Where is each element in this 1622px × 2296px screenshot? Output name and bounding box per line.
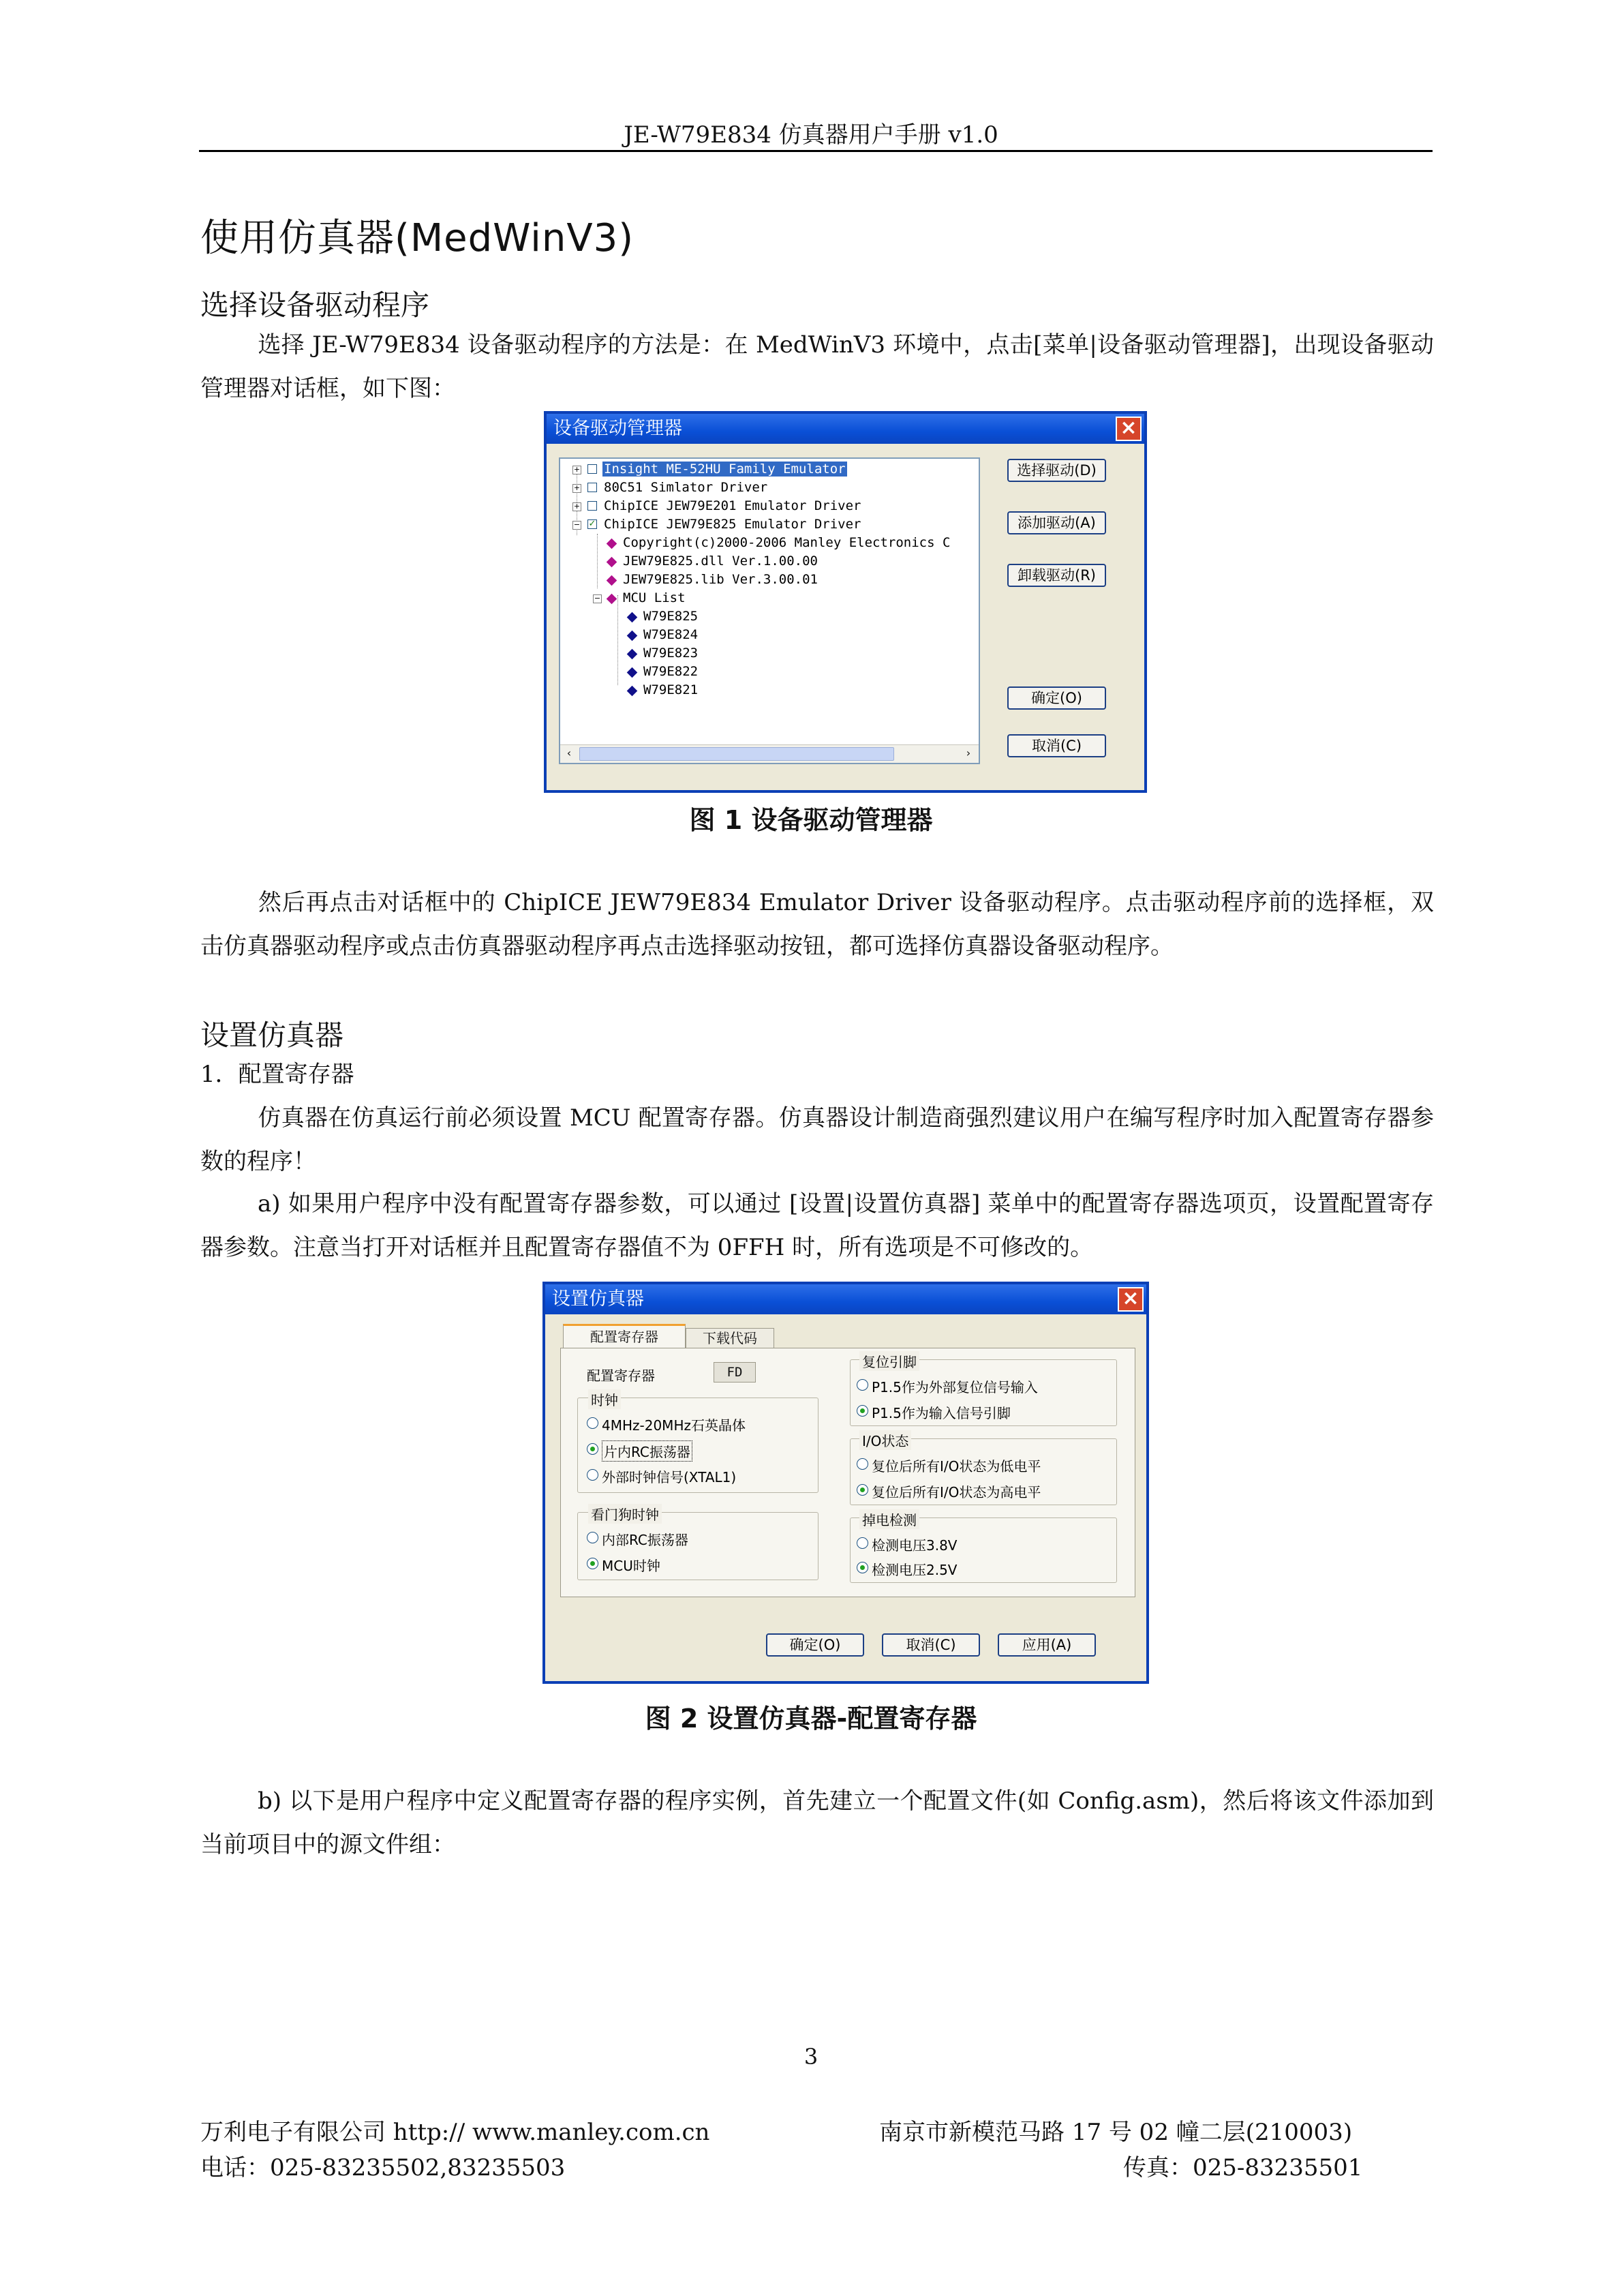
- paragraph-select-driver-text: 然后再点击对话框中的 ChipICE JEW79E834 Emulator Driver 设备驱动程序。点击驱动程序前的选择框，双击仿真器驱动程序或点击仿真器驱动程序再点击选择驱动按钮，都可选择仿真器设备驱动程序。: [200, 889, 1434, 960]
- tree-item[interactable]: JEW79E825.dll Ver.1.00.00: [623, 554, 818, 569]
- tree-line: [597, 534, 598, 588]
- radio-watchdog-mcu-clock[interactable]: [587, 1558, 598, 1569]
- section-title-settings: 设置仿真器: [200, 1018, 344, 1052]
- footer-phone: 电话：025-83235502,83235503: [200, 2154, 566, 2181]
- tab-panel: [560, 1348, 1135, 1597]
- checkbox-checked[interactable]: ✓: [588, 519, 596, 529]
- ok-button[interactable]: 确定(O): [1007, 686, 1106, 710]
- footer-address: 南京市新模范马路 17 号 02 幢二层(210003): [879, 2119, 1353, 2146]
- section-title-driver: 选择设备驱动程序: [200, 288, 430, 322]
- radio-reset-input-pin[interactable]: [857, 1405, 868, 1417]
- footer-company: 万利电子有限公司 http:// www.manley.com.cn: [200, 2119, 710, 2146]
- expand-icon[interactable]: +: [573, 502, 581, 511]
- emulator-settings-dialog: [542, 1282, 1149, 1684]
- figure-2-caption: 图 2 设置仿真器-配置寄存器: [645, 1704, 977, 1734]
- radio-io-high[interactable]: [857, 1484, 868, 1496]
- paragraph-config-a: [200, 1182, 1434, 1269]
- radio-label: P1.5作为外部复位信号输入: [872, 1379, 1038, 1395]
- tree-item[interactable]: W79E821: [643, 682, 699, 697]
- apply-button[interactable]: 应用(A): [998, 1633, 1096, 1657]
- page-number: 3: [804, 2044, 818, 2070]
- config-register-value[interactable]: FD: [714, 1362, 756, 1383]
- add-driver-button[interactable]: 添加驱动(A): [1007, 511, 1106, 534]
- radio-clock-crystal[interactable]: [587, 1417, 598, 1429]
- property-icon: [607, 557, 617, 568]
- close-icon[interactable]: ×: [1116, 417, 1142, 441]
- reset-pin-group-title: 复位引脚: [859, 1351, 919, 1371]
- close-icon[interactable]: ×: [1118, 1287, 1144, 1312]
- tab-config-register[interactable]: 配置寄存器: [563, 1324, 686, 1348]
- driver-tree[interactable]: [559, 457, 980, 764]
- scroll-left-icon[interactable]: ‹: [566, 746, 572, 759]
- horizontal-scrollbar[interactable]: [560, 744, 979, 763]
- io-state-group-title: I/O状态: [859, 1430, 911, 1450]
- dialog-title: 设置仿真器: [545, 1284, 1146, 1314]
- list-item-config-register: 1．配置寄存器: [200, 1061, 354, 1088]
- radio-brownout-3-8v[interactable]: [857, 1537, 868, 1549]
- scroll-right-icon[interactable]: ›: [966, 746, 971, 759]
- select-driver-button[interactable]: 选择驱动(D): [1007, 459, 1106, 482]
- tree-line: [617, 595, 618, 685]
- ok-button[interactable]: 确定(O): [766, 1633, 864, 1657]
- radio-reset-external[interactable]: [857, 1379, 868, 1391]
- tree-item[interactable]: MCU List: [623, 590, 686, 605]
- header-rule: [199, 150, 1433, 152]
- figure-1-caption: 图 1 设备驱动管理器: [689, 805, 933, 835]
- radio-clock-internal-rc[interactable]: [587, 1443, 598, 1455]
- clock-group-title: 时钟: [588, 1389, 621, 1409]
- tree-item[interactable]: ChipICE JEW79E201 Emulator Driver: [604, 498, 861, 513]
- paragraph-driver-text: 选择 JE-W79E834 设备驱动程序的方法是：在 MedWinV3 环境中，点击[菜单|设备驱动管理器]，出现设备驱动管理器对话框，如下图：: [200, 331, 1434, 402]
- paragraph-config-intro: [200, 1096, 1434, 1183]
- device-driver-manager-dialog: [544, 411, 1147, 793]
- radio-label: 内部RC振荡器: [602, 1532, 688, 1548]
- paragraph-config-a-text: a) 如果用户程序中没有配置寄存器参数，可以通过 [设置|设置仿真器] 菜单中的配置寄存器选项页，设置配置寄存器参数。注意当打开对话框并且配置寄存器值不为 0FFH 时，所有选项是不可修改的。: [200, 1190, 1434, 1261]
- expand-icon[interactable]: +: [573, 483, 581, 492]
- footer-fax: 传真：025-83235501: [1123, 2154, 1363, 2181]
- brownout-group-title: 掉电检测: [859, 1509, 919, 1529]
- mcu-icon: [627, 649, 638, 660]
- tree-item[interactable]: W79E824: [643, 627, 699, 642]
- tab-download-code[interactable]: 下载代码: [686, 1328, 774, 1348]
- paragraph-config-b-text: b) 以下是用户程序中定义配置寄存器的程序实例，首先建立一个配置文件(如 Config.asm)，然后将该文件添加到当前项目中的源文件组：: [200, 1787, 1434, 1858]
- radio-label: 外部时钟信号(XTAL1): [602, 1469, 737, 1485]
- radio-label: 片内RC振荡器: [602, 1440, 692, 1462]
- cancel-button[interactable]: 取消(C): [882, 1633, 980, 1657]
- checkbox[interactable]: [587, 483, 597, 492]
- property-icon: [607, 539, 617, 549]
- watchdog-group-title: 看门狗时钟: [588, 1504, 662, 1524]
- dialog-title: 设备驱动管理器: [547, 414, 1144, 444]
- tree-item[interactable]: W79E823: [643, 646, 699, 661]
- paragraph-config-intro-text: 仿真器在仿真运行前必须设置 MCU 配置寄存器。仿真器设计制造商强烈建议用户在编写程序时加入配置寄存器参数的程序！: [200, 1104, 1434, 1175]
- radio-watchdog-internal-rc[interactable]: [587, 1532, 598, 1543]
- radio-label: 检测电压3.8V: [872, 1537, 958, 1554]
- mcu-icon: [627, 631, 638, 641]
- checkbox[interactable]: [587, 464, 597, 474]
- radio-label: 检测电压2.5V: [872, 1562, 958, 1578]
- paragraph-config-b: [200, 1779, 1434, 1867]
- paragraph-select-driver: [200, 881, 1434, 968]
- mcu-icon: [627, 612, 638, 623]
- page-title: 使用仿真器(MedWinV3): [200, 216, 634, 260]
- tree-item[interactable]: Copyright(c)2000-2006 Manley Electronics C: [623, 535, 951, 550]
- radio-label: P1.5作为输入信号引脚: [872, 1405, 1011, 1421]
- radio-label: 复位后所有I/O状态为低电平: [872, 1458, 1041, 1475]
- radio-clock-external[interactable]: [587, 1469, 598, 1481]
- paragraph-driver: [200, 323, 1434, 410]
- radio-label: 4MHz-20MHz石英晶体: [602, 1417, 746, 1434]
- radio-label: MCU时钟: [602, 1558, 660, 1574]
- expand-icon[interactable]: +: [573, 465, 581, 474]
- property-icon: [607, 575, 617, 586]
- scrollbar-thumb[interactable]: [579, 747, 894, 761]
- radio-io-low[interactable]: [857, 1458, 868, 1470]
- tree-item[interactable]: JEW79E825.lib Ver.3.00.01: [623, 572, 818, 587]
- checkbox[interactable]: [587, 501, 597, 511]
- tree-item[interactable]: 80C51 Simlator Driver: [604, 480, 768, 495]
- tree-item[interactable]: W79E825: [643, 609, 699, 624]
- config-register-label: 配置寄存器: [587, 1368, 655, 1384]
- tree-item[interactable]: ChipICE JEW79E825 Emulator Driver: [604, 517, 861, 532]
- tree-item[interactable]: Insight ME-52HU Family Emulator: [604, 462, 846, 477]
- tree-item[interactable]: W79E822: [643, 664, 699, 679]
- collapse-icon[interactable]: −: [573, 520, 581, 529]
- page-header-title: JE-W79E834 仿真器用户手册 v1.0: [624, 121, 998, 149]
- property-icon: [607, 594, 617, 605]
- radio-label: 复位后所有I/O状态为高电平: [872, 1484, 1041, 1500]
- cancel-button[interactable]: 取消(C): [1007, 734, 1106, 757]
- mcu-icon: [627, 686, 638, 697]
- mcu-icon: [627, 667, 638, 678]
- radio-brownout-2-5v[interactable]: [857, 1562, 868, 1573]
- collapse-icon[interactable]: −: [594, 594, 601, 603]
- unload-driver-button[interactable]: 卸载驱动(R): [1007, 564, 1106, 587]
